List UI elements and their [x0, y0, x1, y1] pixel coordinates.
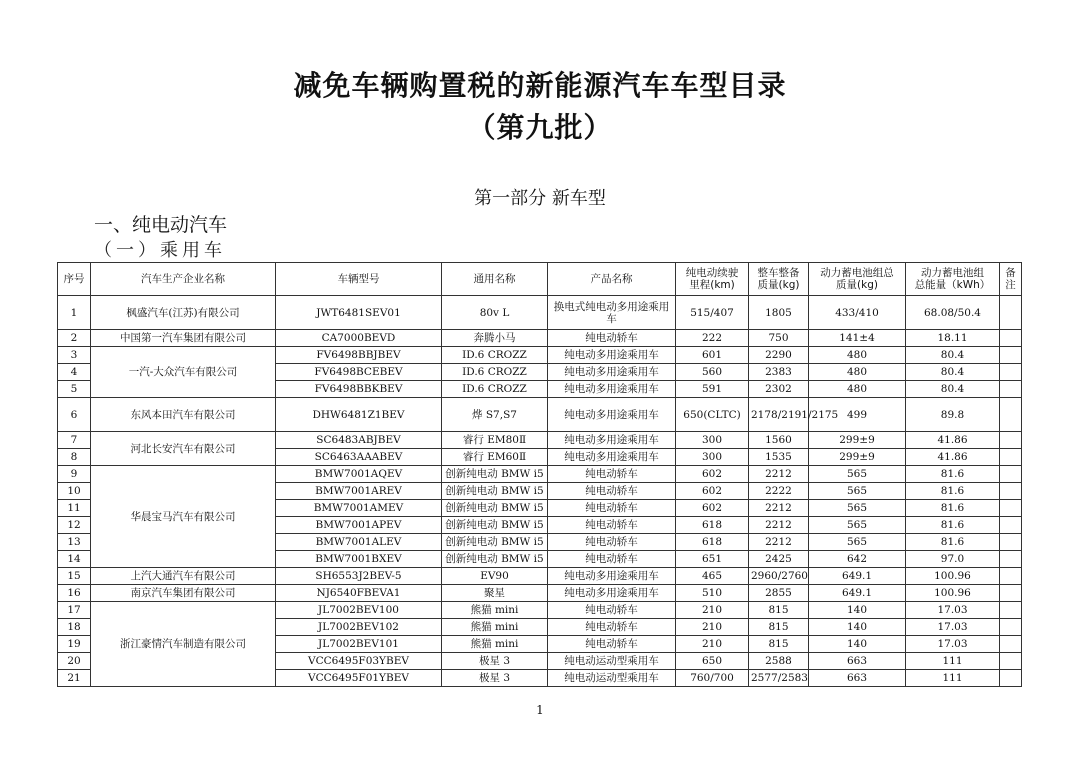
cell-curb-mass: 2212	[749, 517, 809, 534]
cell-battery-energy: 89.8	[906, 398, 1000, 432]
cell-common-name: 创新纯电动 BMW i5	[442, 517, 548, 534]
cell-model: CA7000BEVD	[276, 330, 442, 347]
cell-curb-mass: 2960/2760	[749, 568, 809, 585]
table-row	[58, 585, 1022, 602]
cell-range: 618	[676, 534, 749, 551]
cell-curb-mass: 750	[749, 330, 809, 347]
cell-range: 300	[676, 432, 749, 449]
table-row	[58, 568, 1022, 585]
cell-no: 6	[58, 398, 91, 432]
cell-common-name: ID.6 CROZZ	[442, 381, 548, 398]
header-curb-mass	[749, 263, 809, 296]
cell-curb-mass: 2855	[749, 585, 809, 602]
cell-battery-energy: 111	[906, 670, 1000, 687]
cell-battery-mass: 299±9	[809, 449, 906, 466]
cell-no: 17	[58, 602, 91, 619]
cell-remarks	[1000, 568, 1022, 585]
cell-remarks	[1000, 534, 1022, 551]
cell-model: DHW6481Z1BEV	[276, 398, 442, 432]
cell-range: 222	[676, 330, 749, 347]
cell-remarks	[1000, 483, 1022, 500]
header-no: 序号	[58, 263, 91, 296]
cell-range: 210	[676, 636, 749, 653]
cell-no: 3	[58, 347, 91, 364]
cell-common-name: 80v L	[442, 296, 548, 330]
cell-curb-mass: 2212	[749, 500, 809, 517]
table-row	[58, 330, 1022, 347]
cell-battery-energy: 80.4	[906, 347, 1000, 364]
cell-remarks	[1000, 449, 1022, 466]
cell-curb-mass: 2425	[749, 551, 809, 568]
cell-no: 8	[58, 449, 91, 466]
cell-common-name: EV90	[442, 568, 548, 585]
cell-remarks	[1000, 364, 1022, 381]
table-row	[58, 466, 1022, 483]
header-common-name: 通用名称	[442, 263, 548, 296]
header-model: 车辆型号	[276, 263, 442, 296]
header-benergy-line2: 总能量（kWh）	[914, 279, 991, 291]
cell-product-name: 纯电动多用途乘用车	[548, 398, 676, 432]
cell-maker: 枫盛汽车(江苏)有限公司	[91, 296, 276, 330]
cell-product-name: 纯电动运动型乘用车	[548, 653, 676, 670]
table-row	[58, 432, 1022, 449]
cell-range: 601	[676, 347, 749, 364]
cell-curb-mass: 2290	[749, 347, 809, 364]
cell-curb-mass: 1535	[749, 449, 809, 466]
table-header-row	[58, 263, 1022, 296]
header-maker: 汽车生产企业名称	[91, 263, 276, 296]
cell-maker: 中国第一汽车集团有限公司	[91, 330, 276, 347]
cell-curb-mass: 2212	[749, 534, 809, 551]
table-row	[58, 602, 1022, 619]
cell-model: JWT6481SEV01	[276, 296, 442, 330]
cell-battery-energy: 41.86	[906, 432, 1000, 449]
cell-curb-mass: 1560	[749, 432, 809, 449]
cell-range: 602	[676, 500, 749, 517]
cell-model: VCC6495F03YBEV	[276, 653, 442, 670]
cell-no: 19	[58, 636, 91, 653]
header-range-line2: 里程(km)	[689, 279, 735, 291]
cell-range: 515/407	[676, 296, 749, 330]
cell-range: 560	[676, 364, 749, 381]
cell-range: 591	[676, 381, 749, 398]
header-remarks: 备注	[1000, 263, 1022, 296]
cell-no: 9	[58, 466, 91, 483]
cell-model: JL7002BEV100	[276, 602, 442, 619]
cell-battery-energy: 18.11	[906, 330, 1000, 347]
table-body	[58, 296, 1022, 687]
cell-remarks	[1000, 330, 1022, 347]
cell-battery-mass: 141±4	[809, 330, 906, 347]
cell-product-name: 纯电动多用途乘用车	[548, 381, 676, 398]
cell-common-name: ID.6 CROZZ	[442, 364, 548, 381]
section-heading: 一、纯电动汽车	[94, 214, 228, 236]
subsection-heading: （一）乘用车	[94, 240, 226, 261]
cell-no: 15	[58, 568, 91, 585]
cell-model: BMW7001BXEV	[276, 551, 442, 568]
cell-remarks	[1000, 636, 1022, 653]
cell-range: 210	[676, 602, 749, 619]
cell-battery-mass: 565	[809, 534, 906, 551]
cell-no: 12	[58, 517, 91, 534]
cell-maker: 上汽大通汽车有限公司	[91, 568, 276, 585]
cell-curb-mass: 2302	[749, 381, 809, 398]
vehicle-catalog-table	[57, 262, 1022, 687]
cell-curb-mass: 2178/2191/2175	[749, 398, 809, 432]
cell-common-name: 极星 3	[442, 670, 548, 687]
header-bmass-line2: 质量(kg)	[836, 279, 878, 291]
cell-model: FV6498BBKBEV	[276, 381, 442, 398]
cell-battery-mass: 663	[809, 653, 906, 670]
cell-curb-mass: 1805	[749, 296, 809, 330]
cell-curb-mass: 815	[749, 636, 809, 653]
cell-common-name: 熊猫 mini	[442, 636, 548, 653]
cell-no: 13	[58, 534, 91, 551]
cell-battery-mass: 642	[809, 551, 906, 568]
table-row	[58, 398, 1022, 432]
cell-product-name: 纯电动轿车	[548, 619, 676, 636]
cell-no: 14	[58, 551, 91, 568]
cell-model: JL7002BEV102	[276, 619, 442, 636]
cell-maker: 一汽-大众汽车有限公司	[91, 347, 276, 398]
cell-model: BMW7001AQEV	[276, 466, 442, 483]
cell-no: 1	[58, 296, 91, 330]
cell-model: VCC6495F01YBEV	[276, 670, 442, 687]
cell-battery-mass: 480	[809, 381, 906, 398]
cell-remarks	[1000, 653, 1022, 670]
cell-remarks	[1000, 381, 1022, 398]
cell-battery-mass: 649.1	[809, 568, 906, 585]
cell-battery-energy: 97.0	[906, 551, 1000, 568]
cell-common-name: 创新纯电动 BMW i5	[442, 534, 548, 551]
header-range-line1: 纯电动续驶	[685, 267, 739, 279]
header-benergy-line1: 动力蓄电池组	[921, 267, 984, 279]
header-range	[676, 263, 749, 296]
cell-no: 11	[58, 500, 91, 517]
cell-maker: 浙江豪情汽车制造有限公司	[91, 602, 276, 687]
cell-no: 18	[58, 619, 91, 636]
cell-common-name: 熊猫 mini	[442, 619, 548, 636]
cell-product-name: 纯电动轿车	[548, 517, 676, 534]
part-heading: 第一部分 新车型	[474, 188, 606, 209]
cell-range: 650(CLTC)	[676, 398, 749, 432]
cell-maker: 河北长安汽车有限公司	[91, 432, 276, 466]
cell-no: 10	[58, 483, 91, 500]
cell-battery-energy: 17.03	[906, 619, 1000, 636]
cell-common-name: 奔腾小马	[442, 330, 548, 347]
cell-curb-mass: 2222	[749, 483, 809, 500]
cell-product-name: 纯电动轿车	[548, 483, 676, 500]
cell-no: 4	[58, 364, 91, 381]
cell-curb-mass: 2588	[749, 653, 809, 670]
cell-battery-energy: 80.4	[906, 381, 1000, 398]
header-battery-energy	[906, 263, 1000, 296]
cell-product-name: 纯电动多用途乘用车	[548, 568, 676, 585]
cell-range: 465	[676, 568, 749, 585]
cell-common-name: 创新纯电动 BMW i5	[442, 466, 548, 483]
cell-product-name: 纯电动多用途乘用车	[548, 347, 676, 364]
cell-product-name: 纯电动多用途乘用车	[548, 585, 676, 602]
header-curb-line2: 质量(kg)	[757, 279, 800, 291]
cell-range: 618	[676, 517, 749, 534]
cell-remarks	[1000, 466, 1022, 483]
cell-model: BMW7001ALEV	[276, 534, 442, 551]
cell-no: 2	[58, 330, 91, 347]
cell-battery-energy: 81.6	[906, 500, 1000, 517]
cell-battery-mass: 649.1	[809, 585, 906, 602]
cell-model: BMW7001APEV	[276, 517, 442, 534]
cell-curb-mass: 2383	[749, 364, 809, 381]
header-bmass-line1: 动力蓄电池组总	[820, 267, 894, 279]
cell-remarks	[1000, 500, 1022, 517]
cell-model: BMW7001AMEV	[276, 500, 442, 517]
cell-remarks	[1000, 551, 1022, 568]
cell-battery-energy: 41.86	[906, 449, 1000, 466]
cell-range: 210	[676, 619, 749, 636]
cell-battery-energy: 17.03	[906, 636, 1000, 653]
cell-model: JL7002BEV101	[276, 636, 442, 653]
cell-product-name: 纯电动轿车	[548, 602, 676, 619]
cell-no: 7	[58, 432, 91, 449]
cell-battery-energy: 17.03	[906, 602, 1000, 619]
cell-battery-mass: 480	[809, 347, 906, 364]
cell-maker: 南京汽车集团有限公司	[91, 585, 276, 602]
cell-battery-energy: 111	[906, 653, 1000, 670]
cell-remarks	[1000, 585, 1022, 602]
cell-common-name: 创新纯电动 BMW i5	[442, 483, 548, 500]
cell-battery-energy: 81.6	[906, 517, 1000, 534]
cell-common-name: 烨 S7,S7	[442, 398, 548, 432]
cell-remarks	[1000, 432, 1022, 449]
cell-common-name: 创新纯电动 BMW i5	[442, 500, 548, 517]
cell-battery-mass: 499	[809, 398, 906, 432]
header-product-name: 产品名称	[548, 263, 676, 296]
cell-maker: 东风本田汽车有限公司	[91, 398, 276, 432]
cell-product-name: 纯电动轿车	[548, 466, 676, 483]
cell-battery-energy: 81.6	[906, 534, 1000, 551]
cell-battery-mass: 565	[809, 517, 906, 534]
table-row	[58, 296, 1022, 330]
cell-remarks	[1000, 296, 1022, 330]
cell-battery-energy: 100.96	[906, 568, 1000, 585]
cell-range: 602	[676, 466, 749, 483]
cell-battery-mass: 565	[809, 483, 906, 500]
page-number: 1	[536, 703, 544, 717]
cell-remarks	[1000, 602, 1022, 619]
cell-battery-mass: 565	[809, 500, 906, 517]
cell-common-name: 极星 3	[442, 653, 548, 670]
cell-battery-mass: 480	[809, 364, 906, 381]
cell-battery-energy: 81.6	[906, 483, 1000, 500]
cell-range: 602	[676, 483, 749, 500]
cell-no: 16	[58, 585, 91, 602]
cell-no: 21	[58, 670, 91, 687]
cell-remarks	[1000, 619, 1022, 636]
cell-common-name: 睿行 EM80Ⅱ	[442, 432, 548, 449]
cell-curb-mass: 815	[749, 619, 809, 636]
cell-common-name: 熊猫 mini	[442, 602, 548, 619]
cell-remarks	[1000, 517, 1022, 534]
cell-common-name: 创新纯电动 BMW i5	[442, 551, 548, 568]
cell-common-name: 睿行 EM60Ⅱ	[442, 449, 548, 466]
batch-subtitle: （第九批）	[467, 111, 613, 144]
cell-no: 20	[58, 653, 91, 670]
cell-remarks	[1000, 398, 1022, 432]
cell-curb-mass: 2577/2583	[749, 670, 809, 687]
cell-range: 510	[676, 585, 749, 602]
cell-common-name: ID.6 CROZZ	[442, 347, 548, 364]
document-title: 减免车辆购置税的新能源汽车车型目录	[293, 69, 787, 102]
cell-model: SC6483ABJBEV	[276, 432, 442, 449]
cell-model: FV6498BBJBEV	[276, 347, 442, 364]
cell-battery-mass: 140	[809, 636, 906, 653]
cell-product-name: 纯电动多用途乘用车	[548, 449, 676, 466]
cell-battery-energy: 100.96	[906, 585, 1000, 602]
cell-common-name: 聚星	[442, 585, 548, 602]
cell-product-name: 纯电动轿车	[548, 500, 676, 517]
cell-battery-energy: 68.08/50.4	[906, 296, 1000, 330]
cell-product-name: 纯电动多用途乘用车	[548, 432, 676, 449]
header-curb-line1: 整车整备	[757, 267, 800, 279]
cell-model: BMW7001AREV	[276, 483, 442, 500]
cell-battery-energy: 81.6	[906, 466, 1000, 483]
cell-maker: 华晨宝马汽车有限公司	[91, 466, 276, 568]
cell-model: SC6463AAABEV	[276, 449, 442, 466]
header-battery-mass	[809, 263, 906, 296]
cell-range: 651	[676, 551, 749, 568]
cell-product-name: 纯电动运动型乘用车	[548, 670, 676, 687]
cell-model: NJ6540FBEVA1	[276, 585, 442, 602]
cell-model: SH6553J2BEV-5	[276, 568, 442, 585]
cell-no: 5	[58, 381, 91, 398]
cell-curb-mass: 2212	[749, 466, 809, 483]
cell-battery-mass: 140	[809, 619, 906, 636]
cell-battery-energy: 80.4	[906, 364, 1000, 381]
cell-battery-mass: 663	[809, 670, 906, 687]
cell-product-name: 纯电动轿车	[548, 330, 676, 347]
cell-battery-mass: 433/410	[809, 296, 906, 330]
cell-battery-mass: 299±9	[809, 432, 906, 449]
table-row	[58, 347, 1022, 364]
cell-range: 760/700	[676, 670, 749, 687]
cell-product-name: 纯电动多用途乘用车	[548, 364, 676, 381]
cell-model: FV6498BCEBEV	[276, 364, 442, 381]
cell-range: 300	[676, 449, 749, 466]
cell-product-name: 纯电动轿车	[548, 551, 676, 568]
cell-product-name: 纯电动轿车	[548, 534, 676, 551]
cell-remarks	[1000, 670, 1022, 687]
cell-range: 650	[676, 653, 749, 670]
cell-curb-mass: 815	[749, 602, 809, 619]
cell-battery-mass: 140	[809, 602, 906, 619]
cell-product-name: 换电式纯电动多用途乘用车	[548, 296, 676, 330]
cell-remarks	[1000, 347, 1022, 364]
cell-product-name: 纯电动轿车	[548, 636, 676, 653]
cell-battery-mass: 565	[809, 466, 906, 483]
